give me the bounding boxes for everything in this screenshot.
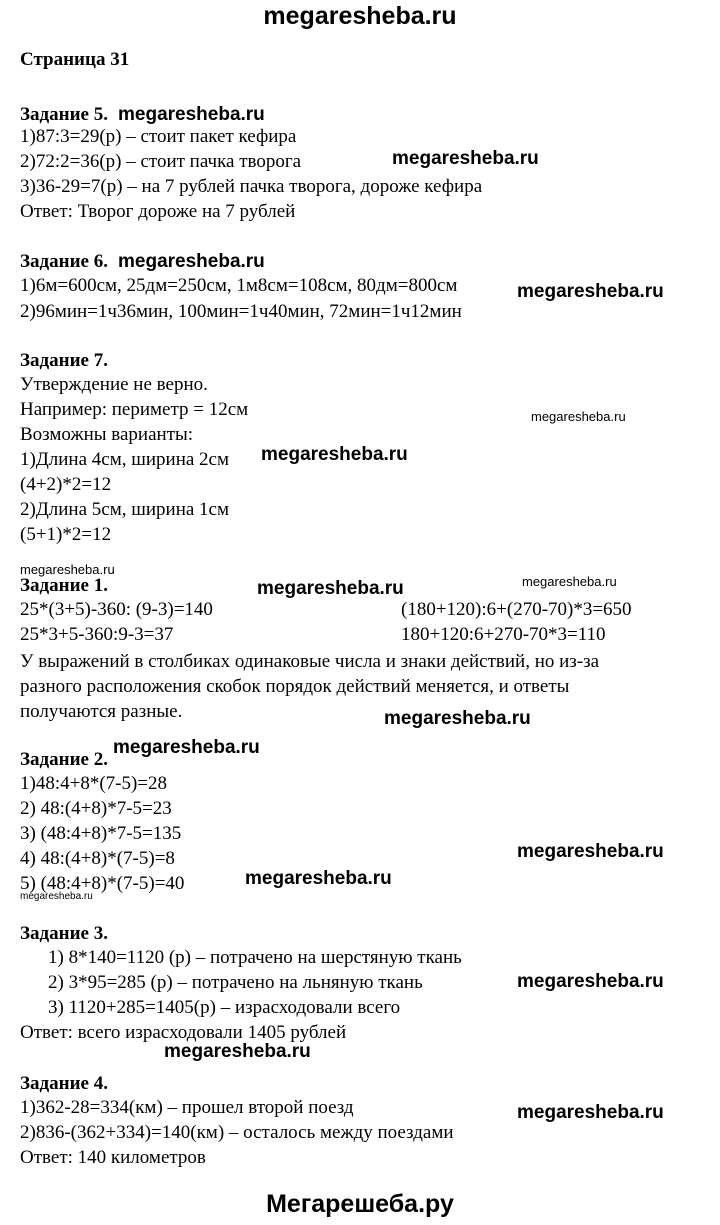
task1-left-expr: 25*(3+5)-360: (9-3)=140 bbox=[20, 599, 213, 620]
task7-line: Например: периметр = 12см bbox=[20, 399, 249, 420]
task3-line: 3) 1120+285=1405(р) – израсходовали всего bbox=[48, 997, 401, 1018]
task5-line: 1)87:3=29(р) – стоит пакет кефира bbox=[20, 126, 297, 147]
task1-right-expr: (180+120):6+(270-70)*3=650 bbox=[401, 599, 632, 620]
task3-answer: Ответ: всего израсходовали 1405 рублей bbox=[20, 1022, 347, 1043]
task7-line: (5+1)*2=12 bbox=[20, 524, 112, 545]
task2-line: 5) (48:4+8)*(7-5)=40 bbox=[20, 873, 185, 894]
task7-line: Возможны варианты: bbox=[20, 424, 194, 445]
task2-line: 2) 48:(4+8)*7-5=23 bbox=[20, 798, 172, 819]
task5-title: Задание 5. bbox=[20, 104, 108, 125]
watermark: megaresheba.ru bbox=[517, 1102, 664, 1123]
task4-title: Задание 4. bbox=[20, 1073, 108, 1094]
task7-line: 1)Длина 4см, ширина 2см bbox=[20, 449, 230, 470]
task4-answer: Ответ: 140 километров bbox=[20, 1147, 206, 1168]
task7-line: (4+2)*2=12 bbox=[20, 474, 112, 495]
task6-line: 2)96мин=1ч36мин, 100мин=1ч40мин, 72мин=1ч12мин bbox=[20, 301, 462, 322]
watermark: megaresheba.ru bbox=[384, 708, 531, 729]
task7-line: Утверждение не верно. bbox=[20, 374, 208, 395]
task1-left-expr: 25*3+5-360:9-3=37 bbox=[20, 624, 174, 645]
watermark: megaresheba.ru bbox=[20, 891, 93, 902]
task2-line: 1)48:4+8*(7-5)=28 bbox=[20, 773, 168, 794]
task1-text: У выражений в столбиках одинаковые числа и знаки действий, но из-за bbox=[20, 651, 600, 672]
watermark: megaresheba.ru bbox=[261, 444, 408, 465]
watermark: megaresheba.ru bbox=[517, 971, 664, 992]
watermark: megaresheba.ru bbox=[245, 868, 392, 889]
watermark: megaresheba.ru bbox=[20, 562, 115, 577]
task3-title: Задание 3. bbox=[20, 923, 108, 944]
task3-line: 1) 8*140=1120 (р) – потрачено на шерстяную ткань bbox=[48, 947, 462, 968]
task1-title: Задание 1. bbox=[20, 575, 108, 596]
watermark: megaresheba.ru bbox=[118, 251, 265, 272]
watermark: megaresheba.ru bbox=[517, 281, 664, 302]
watermark: megaresheba.ru bbox=[531, 409, 626, 424]
watermark: megaresheba.ru bbox=[522, 574, 617, 589]
task6-title: Задание 6. bbox=[20, 251, 108, 272]
page-title: Страница 31 bbox=[20, 49, 130, 70]
task7-line: 2)Длина 5см, ширина 1см bbox=[20, 499, 230, 520]
task6-line: 1)6м=600см, 25дм=250см, 1м8см=108см, 80дм=800см bbox=[20, 275, 458, 296]
task7-title: Задание 7. bbox=[20, 350, 108, 371]
task4-line: 1)362-28=334(км) – прошел второй поезд bbox=[20, 1097, 354, 1118]
watermark: megaresheba.ru bbox=[392, 148, 539, 169]
watermark: megaresheba.ru bbox=[517, 841, 664, 862]
task1-text: получаются разные. bbox=[20, 701, 183, 722]
task2-title: Задание 2. bbox=[20, 749, 108, 770]
site-header: megaresheba.ru bbox=[263, 2, 457, 30]
task5-line: 2)72:2=36(р) – стоит пачка творога bbox=[20, 151, 302, 172]
task1-text: разного расположения скобок порядок действий меняется, и ответы bbox=[20, 676, 570, 697]
watermark: megaresheba.ru bbox=[118, 104, 265, 125]
watermark: megaresheba.ru bbox=[164, 1041, 311, 1062]
watermark: megaresheba.ru bbox=[257, 578, 404, 599]
task2-line: 4) 48:(4+8)*(7-5)=8 bbox=[20, 848, 175, 869]
task2-line: 3) (48:4+8)*7-5=135 bbox=[20, 823, 182, 844]
task3-line: 2) 3*95=285 (р) – потрачено на льняную ткань bbox=[48, 972, 423, 993]
task5-line: 3)36-29=7(р) – на 7 рублей пачка творога, дороже кефира bbox=[20, 176, 483, 197]
site-footer: Мегарешеба.ру bbox=[266, 1190, 454, 1218]
task1-right-expr: 180+120:6+270-70*3=110 bbox=[401, 624, 606, 645]
task4-line: 2)836-(362+334)=140(км) – осталось между поездами bbox=[20, 1122, 454, 1143]
task5-answer: Ответ: Творог дороже на 7 рублей bbox=[20, 201, 296, 222]
watermark: megaresheba.ru bbox=[113, 737, 260, 758]
